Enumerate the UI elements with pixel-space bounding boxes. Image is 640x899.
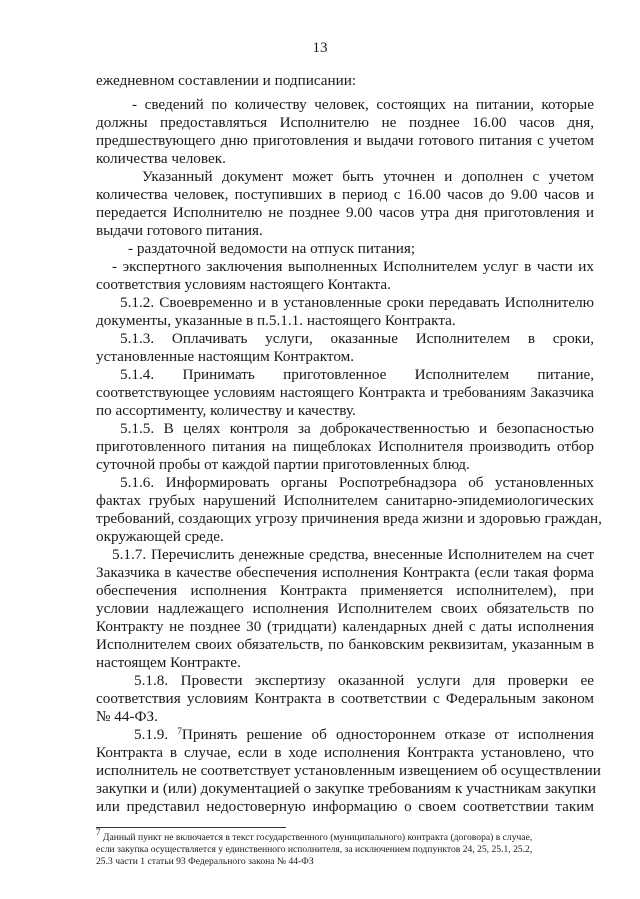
footnote-marker: 7 — [96, 827, 101, 837]
clause-5-1-9 — [134, 726, 594, 744]
clause-5-1-5: 5.1.5. В целях контроля за доброкачественностью и безопасностью — [120, 420, 594, 437]
text-line: суточной пробы от каждой партии приготовленных блюд. — [96, 456, 470, 473]
text-line: соответствия условиям настоящего Контакта. — [96, 276, 391, 293]
clause-5-1-7: 5.1.7. Перечислить денежные средства, внесенные Исполнителем на счет — [112, 546, 594, 563]
text-line: ежедневном составлении и подписании: — [96, 72, 357, 89]
text-line: Указанный документ может быть уточнен и дополнен с учетом — [142, 168, 594, 185]
clause-5-1-4: 5.1.4. Принимать приготовленное Исполнителем питание, — [120, 366, 594, 383]
text-line: условии надлежащего исполнения Исполнителем своих обязательств по — [96, 600, 594, 617]
text-line: должны предоставляться Исполнителю не позднее 16.00 часов дня, — [96, 114, 594, 131]
footnote-line: 25.3 части 1 статьи 93 Федерального закона № 44-ФЗ — [96, 856, 314, 867]
clause-number: 5.1.9. — [134, 726, 178, 743]
list-item: - сведений по количеству человек, состоящих на питании, которые — [132, 96, 594, 113]
clause-5-1-2: 5.1.2. Своевременно и в установленные сроки передавать Исполнителю — [120, 294, 594, 311]
text-line: Исполнителем своих обязательств, по банковским реквизитам, указанным в — [96, 636, 594, 653]
footnote-divider — [96, 827, 286, 828]
text-line: по ассортименту, количеству и качеству. — [96, 402, 356, 419]
text-line: Заказчика в качестве обеспечения исполнения Контракта (если такая форма — [96, 564, 594, 581]
footnote-marker: 7 — [177, 726, 182, 736]
text-line: требований, создающих угрозу причинения вреда жизни и здоровью граждан, — [96, 510, 602, 527]
text-line: обеспечения исполнения Контракта применяется исполнителем), при — [96, 582, 594, 599]
text-line: окружающей среде. — [96, 528, 224, 545]
text-line: соответствующее условиям настоящего Контракта и требованиям Заказчика — [96, 384, 594, 401]
text-line: документы, указанные в п.5.1.1. настоящего Контракта. — [96, 312, 456, 329]
clause-5-1-3: 5.1.3. Оплачивать услуги, оказанные Исполнителем в сроки, — [120, 330, 594, 347]
clause-5-1-6: 5.1.6. Информировать органы Роспотребнадзора об установленных — [120, 474, 594, 491]
text-line: Контракта в случае, если в ходе исполнения Контракта установлено, что — [96, 744, 594, 761]
list-item: - раздаточной ведомости на отпуск питания; — [128, 240, 416, 257]
list-item: - экспертного заключения выполненных Исполнителем услуг в части их — [112, 258, 594, 275]
text-line: или представил недостоверную информацию о своем соответствии таким — [96, 798, 594, 815]
text-line: приготовленного питания на пищеблоках Исполнителя производить отбор — [96, 438, 594, 455]
page-number: 13 — [312, 40, 328, 56]
text-line: исполнитель не соответствует установленным извещением об осуществлении — [96, 762, 601, 779]
text-line: соответствия условиям Контракта в соответствии с Федеральным законом — [96, 690, 594, 707]
footnote-line: $^7$ Данный пункт не включается в текст государственного (муниципального) контракта (договора) в случае, — [96, 827, 533, 843]
text-line: предшествующего дню приготовления и выдачи готового питания с учетом — [96, 132, 594, 149]
text-line: количества человек, поступивших в период с 16.00 часов до 9.00 часов и — [96, 186, 594, 203]
text-line: Контракту не позднее 30 (тридцати) календарных дней с даты исполнения — [96, 618, 594, 635]
clause-5-1-8: 5.1.8. Провести экспертизу оказанной услуги для проверки ее — [134, 672, 594, 689]
clause-text: Принять решение об одностороннем отказе от исполнения — [181, 726, 595, 743]
footnote-line: если закупка осуществляется у единственного исполнителя, за исключением подпунктов 24, 25, 25.1, 25.2, — [96, 844, 533, 855]
text-line: фактах грубых нарушений Исполнителем санитарно-эпидемиологических — [96, 492, 594, 509]
text-line: № 44-ФЗ. — [96, 708, 158, 725]
text-line: установленные настоящим Контрактом. — [96, 348, 355, 365]
text-line: закупки и (или) документацией о закупке требованиям к участникам закупки — [96, 780, 597, 797]
text-line: количества человек. — [96, 150, 226, 167]
text-line: передается Исполнителю не позднее 9.00 часов утра дня приготовления и — [96, 204, 594, 221]
text-line: выдачи готового питания. — [96, 222, 263, 239]
text-line: настоящем Контракте. — [96, 654, 241, 671]
